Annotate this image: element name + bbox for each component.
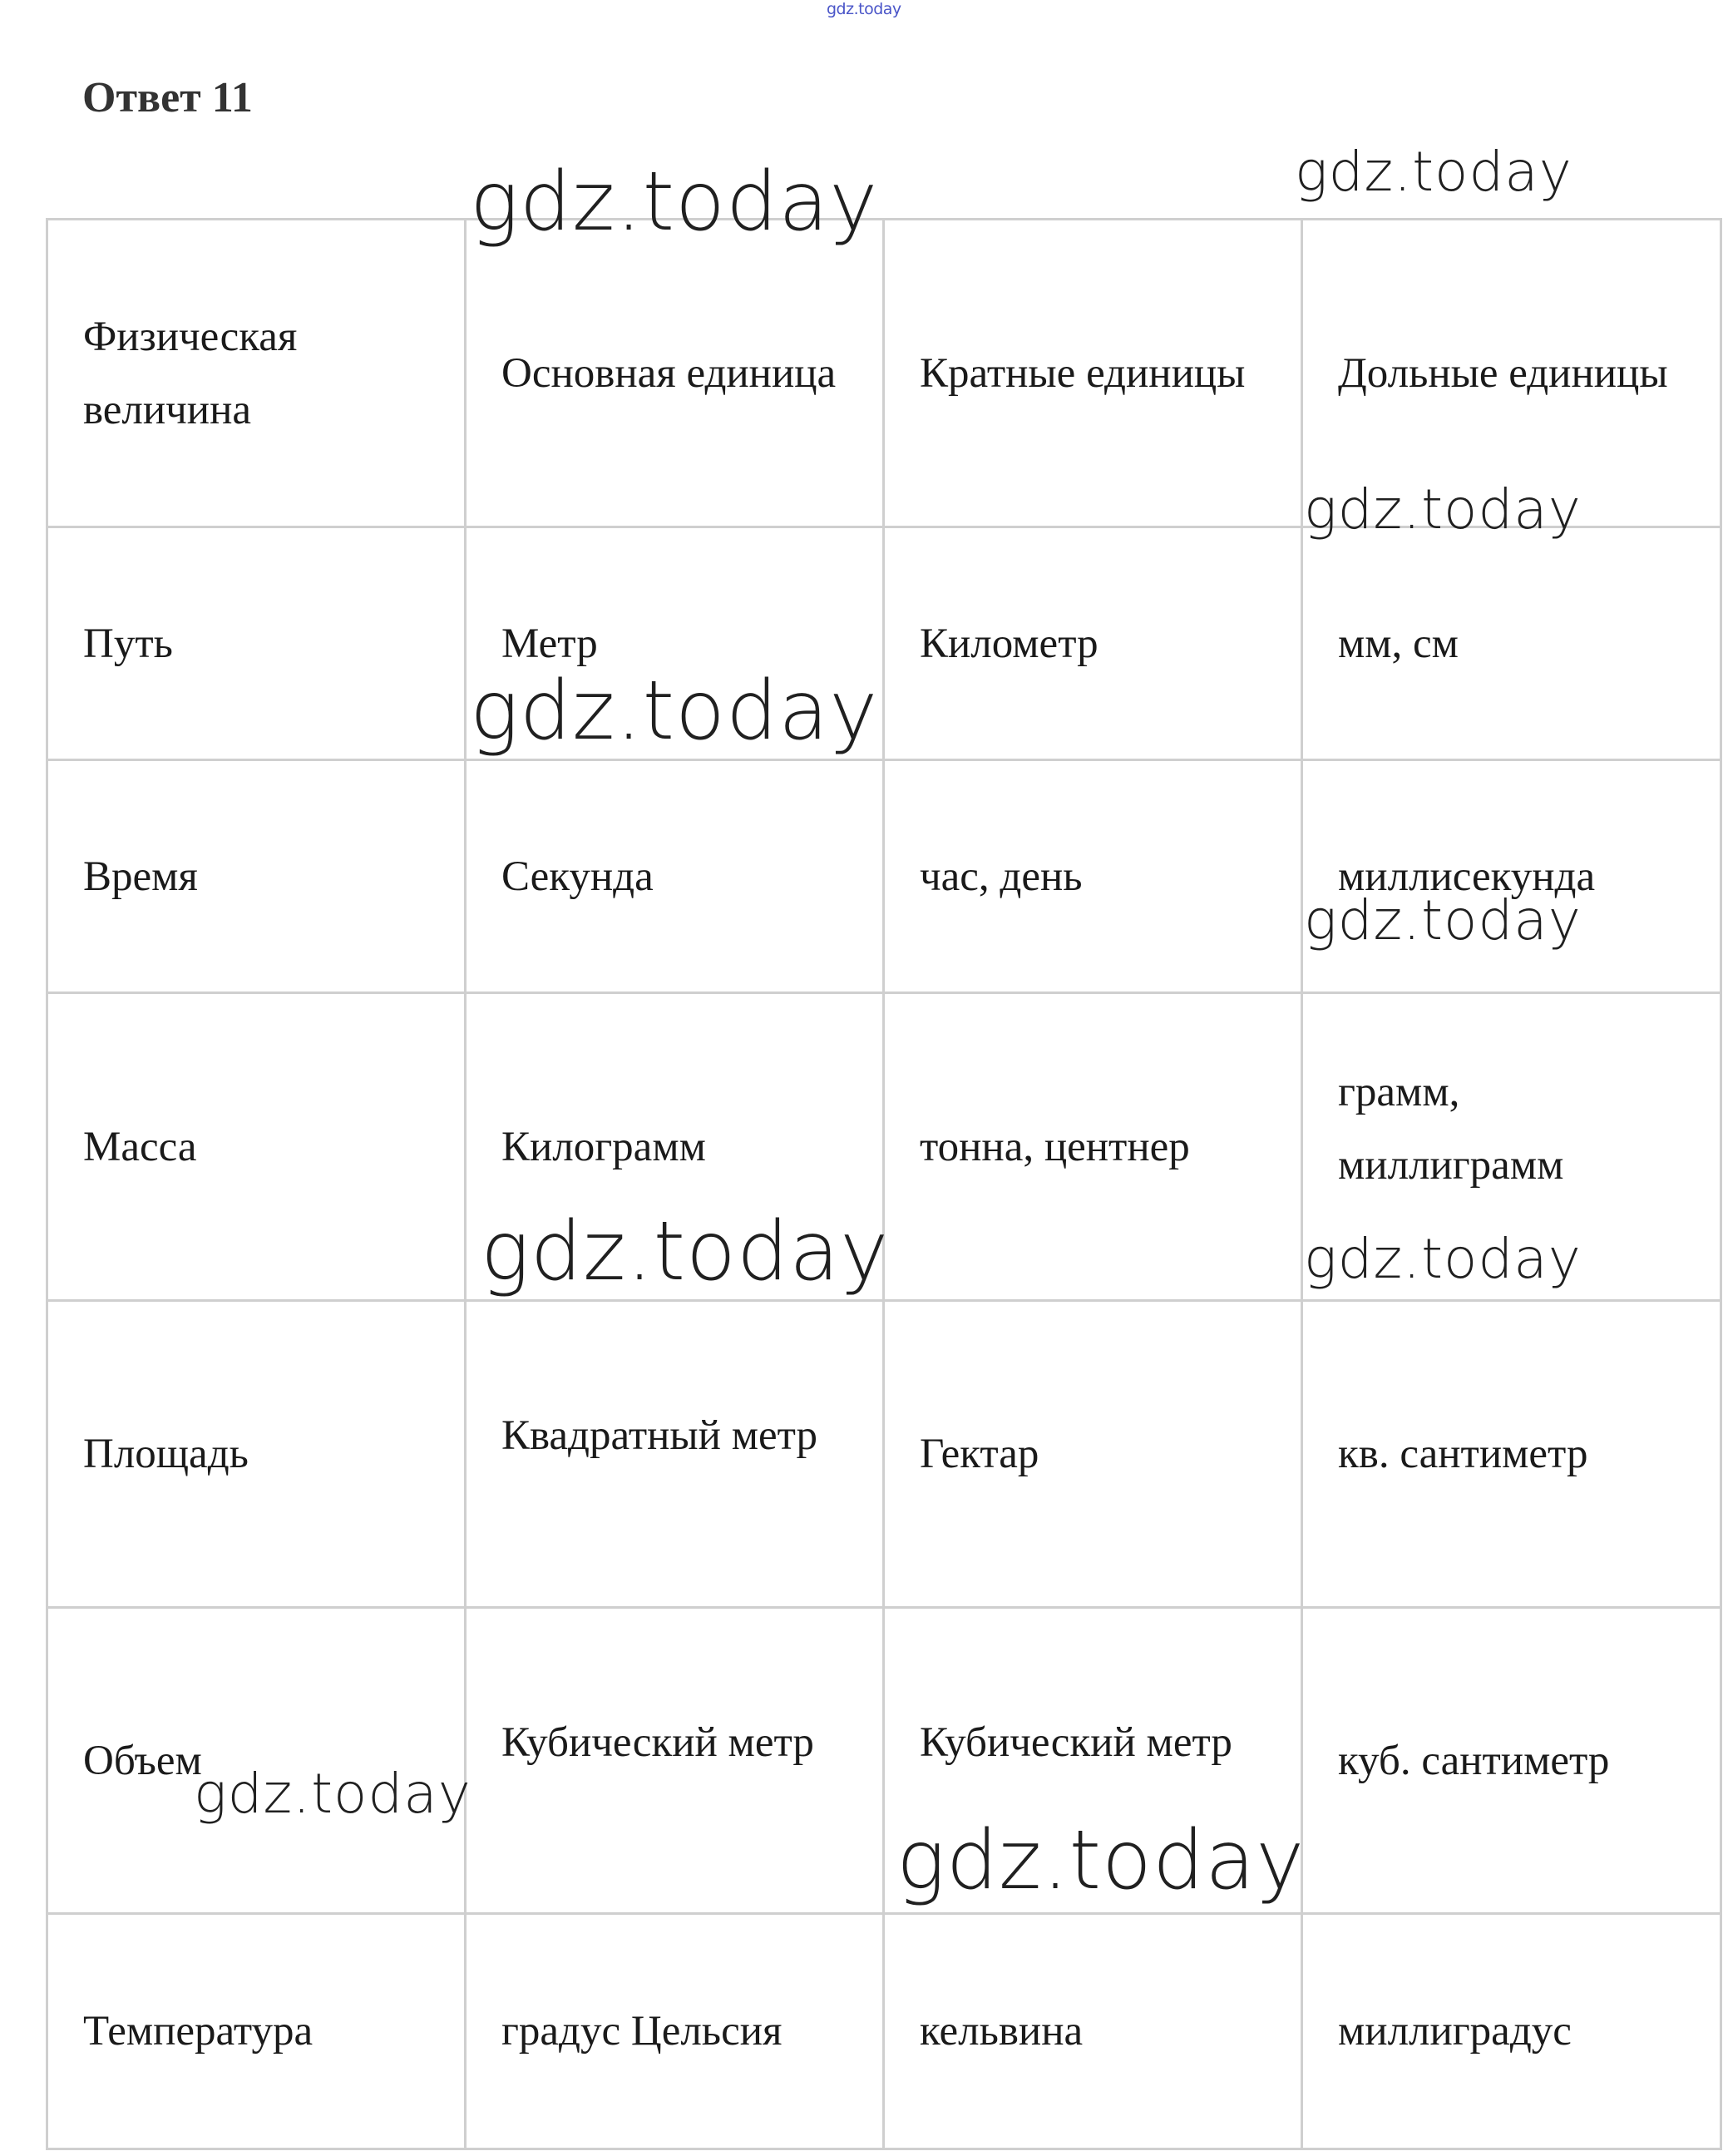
table-cell: Секунда — [466, 760, 884, 993]
header-cell: Кратные единицы — [884, 220, 1302, 527]
table-cell: кв. сантиметр — [1302, 1301, 1721, 1608]
watermark: gdz.today — [1304, 477, 1582, 541]
table-cell: Кубический метр — [884, 1608, 1302, 1914]
watermark: gdz.today — [194, 1762, 471, 1826]
table-cell: Масса — [47, 993, 466, 1301]
header-cell: Физическая величина — [47, 220, 466, 527]
table-cell: Температура — [47, 1914, 466, 2149]
table-row — [47, 1608, 1721, 1914]
table-cell: грамм, миллиграмм — [1302, 993, 1721, 1301]
table-cell: куб. сантиметр — [1302, 1608, 1721, 1914]
watermark: gdz.today — [470, 155, 879, 250]
table-row — [47, 1914, 1721, 2149]
table-cell: Метр — [466, 527, 884, 760]
header-cell: Дольные единицы — [1302, 220, 1721, 527]
top-site-mark: gdz.today — [827, 0, 901, 18]
watermark: gdz.today — [896, 1813, 1306, 1908]
table-cell: Гектар — [884, 1301, 1302, 1608]
table-row — [47, 527, 1721, 760]
answer-title: Ответ 11 — [82, 74, 253, 121]
table-cell: градус Цельсия — [466, 1914, 884, 2149]
table-cell: Объем — [47, 1608, 466, 1914]
watermark: gdz.today — [1295, 140, 1572, 204]
table-cell: Килограмм — [466, 993, 884, 1301]
table-row — [47, 1301, 1721, 1608]
table-row — [47, 760, 1721, 993]
table-cell: миллисекунда — [1302, 760, 1721, 993]
table-cell: тонна, центнер — [884, 993, 1302, 1301]
table-cell: Километр — [884, 527, 1302, 760]
table-cell: час, день — [884, 760, 1302, 993]
table-cell: Квадратный метр — [466, 1301, 884, 1608]
table-header-row — [47, 220, 1721, 527]
table-cell: Кубический метр — [466, 1608, 884, 1914]
watermark: gdz.today — [481, 1204, 890, 1299]
watermark: gdz.today — [1304, 1227, 1582, 1291]
table-cell: кельвина — [884, 1914, 1302, 2149]
units-table — [46, 218, 1722, 2150]
watermark: gdz.today — [1304, 888, 1582, 952]
header-cell: Основная единица — [466, 220, 884, 527]
table-cell: миллиградус — [1302, 1914, 1721, 2149]
table-row — [47, 993, 1721, 1301]
table-cell: Время — [47, 760, 466, 993]
table-cell: Площадь — [47, 1301, 466, 1608]
table-cell: Путь — [47, 527, 466, 760]
table-cell: мм, см — [1302, 527, 1721, 760]
watermark: gdz.today — [470, 664, 879, 759]
